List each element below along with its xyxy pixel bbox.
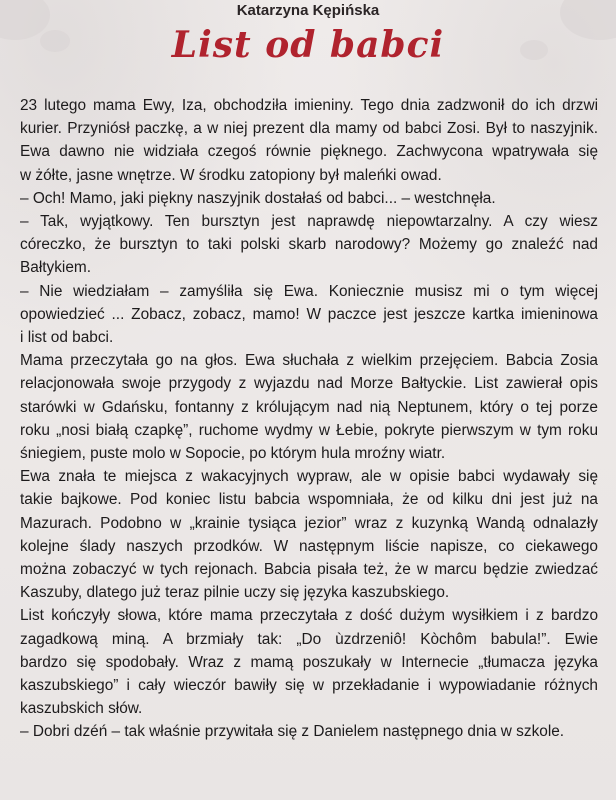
text-line: kolejne ślady naszych przodków. W następnym liście napisze, co ciekawego — [20, 537, 598, 555]
text-line: – Nie wiedziałam – zamyśliła się Ewa. Koniecznie musisz mi o tym więcej — [20, 282, 598, 300]
text-line: śniegiem, puste molo w Sopocie, po którym hula mroźny wiatr. — [20, 445, 446, 463]
text-line: takie bajkowe. Pod koniec listu babcia wspomniała, że od kilku dni jest już na — [20, 491, 598, 509]
text-line: Ewa dawno nie widziała czegoś równie pięknego. Zachwycona wpatrywała się — [20, 143, 598, 161]
text-line: kaszubskiego” i cały wieczór bawiły się w przekładanie i wypowiadanie różnych — [20, 677, 598, 695]
text-line: kaszubskich słów. — [20, 700, 143, 718]
text-line: Mama przeczytała go na głos. Ewa słuchała z wielkim przejęciem. Babcia Zosia — [20, 352, 598, 370]
text-line: – Tak, wyjątkowy. Ten bursztyn jest naprawdę niepowtarzalny. A czy wiesz — [20, 213, 598, 231]
text-line: kurier. Przyniósł paczkę, a w niej prezent dla mamy od babci Zosi. Był to naszyjnik. — [20, 120, 598, 138]
text-line: w żółte, jasne wnętrze. W środku zatopiony był maleńki owad. — [20, 166, 442, 184]
text-line: relacjonowała swoje przygody z wyjazdu nad Morze Bałtyckie. List zawierał opis — [20, 375, 598, 393]
text-line: córeczko, że bursztyn to taki polski skarb narodowy? Możemy go znaleźć nad — [20, 236, 598, 254]
author-name: Katarzyna Kępińska — [236, 2, 380, 19]
text-line: zagadkową miną. A brzmiały tak: „Do ùzdrzeniô! Kòchôm babula!”. Ewie — [20, 630, 598, 648]
text-line: roku „nosi białą czapkę”, ruchome wydmy w Łebie, pokryte pierwszym w tym roku — [20, 421, 598, 439]
text-line: – Och! Mamo, jaki piękny naszyjnik dostałaś od babci... – westchnęła. — [20, 189, 496, 207]
text-line: bardzo się spodobały. Wraz z mamą poszukały w Internecie „tłumacza języka — [20, 653, 598, 671]
text-line: i list od babci. — [20, 329, 114, 347]
text-line: Kaszuby, dlatego już teraz pilnie uczy się języka kaszubskiego. — [20, 584, 450, 602]
text-line: Mazurach. Podobno w „krainie tysiąca jezior” wraz z kuzynką Wandą odnalazły — [20, 514, 598, 532]
text-line: opowiedzieć ... Zobacz, zobacz, mamo! W paczce jest jeszcze kartka imieninowa — [20, 305, 598, 323]
story-title: List od babci — [171, 24, 445, 66]
text-line: – Dobri dzéń – tak właśnie przywitała się z Danielem następnego dnia w szkole. — [20, 723, 565, 741]
text-line: starówki w Gdańsku, fontanny z królującym nad nią Neptunem, który o tej porze — [20, 398, 598, 416]
story-text — [20, 94, 598, 744]
text-line: można zobaczyć w tych rejonach. Babcia pisała też, że w marcu będzie zwiedzać — [20, 561, 598, 579]
text-line: Ewa znała te miejsca z wakacyjnych wypraw, ale w opisie babci wydawały się — [20, 468, 598, 486]
text-line: 23 lutego mama Ewy, Iza, obchodziła imieniny. Tego dnia zadzwonił do ich drzwi — [20, 97, 598, 114]
text-line: Bałtykiem. — [20, 259, 91, 277]
text-line: List kończyły słowa, które mama przeczytała z dość dużym wysiłkiem i z bardzo — [20, 607, 598, 625]
